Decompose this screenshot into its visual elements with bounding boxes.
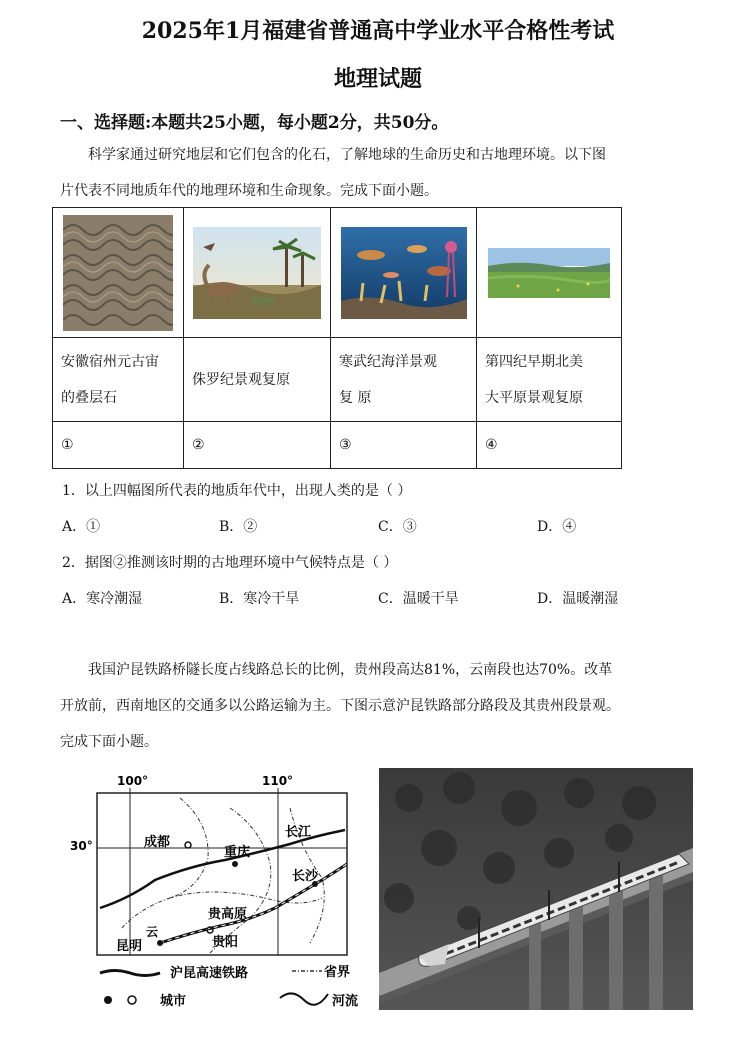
picture-table — [52, 207, 622, 469]
picture-cell-4 — [477, 208, 622, 338]
cambrian-image — [341, 227, 467, 319]
picture-number: ① — [53, 422, 184, 469]
intro-line: 片代表不同地质年代的地理环境和生命现象。完成下面小题。 — [60, 183, 438, 199]
lat-30-label: 30° — [70, 839, 93, 853]
legend-railway-label: 沪昆高速铁路 — [170, 966, 249, 981]
city-guiyang-label: 贵阳 — [212, 935, 239, 950]
question-1-option-a[interactable]: A．① — [62, 519, 101, 535]
exam-subtitle: 地理试题 — [333, 66, 422, 92]
railway-line-inner — [160, 864, 347, 943]
picture-caption: 安徽宿州元古宙 — [61, 353, 159, 370]
question-2-option-c[interactable]: C．温暖干旱 — [378, 591, 459, 607]
railway-line — [160, 864, 347, 943]
intro-paragraph-1 — [60, 137, 696, 209]
lon-100-label: 100° — [117, 774, 149, 788]
intro-paragraph-2 — [60, 652, 696, 760]
city-chengdu — [185, 842, 191, 848]
intro-line: 完成下面小题。 — [60, 734, 158, 750]
yun-label: 云 — [146, 925, 159, 939]
train-photo — [379, 768, 693, 1010]
legend-river-symbol — [280, 993, 328, 1004]
question-2-option-b[interactable]: B．寒冷干旱 — [219, 591, 300, 607]
legend-city-solid — [104, 996, 112, 1004]
caption-cell-3 — [331, 338, 477, 422]
question-2-option-d[interactable]: D．温暖潮湿 — [537, 591, 619, 607]
railway-map — [60, 768, 360, 1018]
lon-110-label: 110° — [262, 774, 294, 788]
city-chengdu-label: 成都 — [144, 835, 171, 850]
city-kunming-label: 昆明 — [116, 939, 143, 954]
legend-city-label: 城市 — [160, 994, 187, 1009]
city-kunming — [157, 940, 163, 946]
city-chongqing-label: 重庆 — [224, 845, 251, 860]
picture-caption: 侏罗纪景观复原 — [192, 371, 290, 388]
picture-caption: 的叠层石 — [61, 389, 117, 406]
picture-caption: 复 原 — [339, 389, 372, 406]
intro-line: 我国沪昆铁路桥隧长度占线路总长的比例，贵州段高达81%，云南段也达70%。改革 — [88, 662, 613, 678]
question-1-option-c[interactable]: C．③ — [378, 519, 417, 535]
picture-cell-3 — [331, 208, 477, 338]
jurassic-image — [193, 227, 321, 319]
picture-cell-1 — [53, 208, 184, 338]
picture-caption: 寒武纪海洋景观 — [339, 353, 437, 370]
picture-caption: 大平原景观复原 — [485, 389, 583, 406]
intro-line: 科学家通过研究地层和它们包含的化石，了解地球的生命历史和古地理环境。以下图 — [88, 147, 606, 163]
section-heading: 一、选择题:本题共25小题，每小题2分，共50分。 — [60, 113, 449, 133]
city-chongqing — [232, 861, 238, 867]
question-1-option-d[interactable]: D．④ — [537, 519, 577, 535]
caption-cell-1 — [53, 338, 184, 422]
exam-title: 2025年1月福建省普通高中学业水平合格性考试 — [141, 18, 615, 44]
city-changsha-label: 长沙 — [292, 869, 319, 884]
question-1-stem: 1．以上四幅图所代表的地质年代中，出现人类的是（ ） — [62, 483, 412, 499]
picture-number: ② — [184, 422, 331, 469]
intro-line: 开放前，西南地区的交通多以公路运输为主。下图示意沪昆铁路部分路段及其贵州段景观。 — [60, 698, 620, 714]
plateau-label: 贵高原 — [208, 907, 248, 922]
legend-railway-symbol — [100, 971, 160, 976]
question-2-stem: 2．据图②推测该时期的古地理环境中气候特点是（ ） — [62, 555, 398, 571]
river-label: 长江 — [285, 825, 312, 840]
picture-number: ④ — [477, 422, 622, 469]
legend-boundary-label: 省界 — [324, 965, 351, 980]
picture-caption: 第四纪早期北美 — [485, 353, 583, 370]
legend-city-hollow — [128, 996, 136, 1004]
prairie-image — [488, 248, 610, 298]
stromatolite-image — [63, 215, 173, 331]
picture-cell-2 — [184, 208, 331, 338]
picture-number: ③ — [331, 422, 477, 469]
legend-river-label: 河流 — [332, 994, 359, 1009]
question-1-option-b[interactable]: B．② — [219, 519, 258, 535]
caption-cell-2 — [184, 338, 331, 422]
question-2-option-a[interactable]: A．寒冷潮湿 — [62, 591, 143, 607]
caption-cell-4 — [477, 338, 622, 422]
